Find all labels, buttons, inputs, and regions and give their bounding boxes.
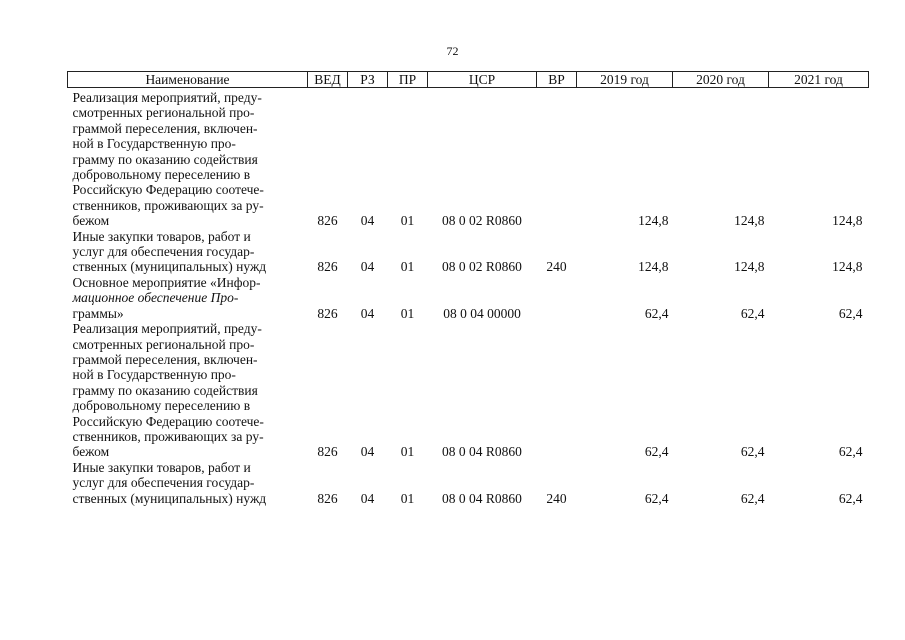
- row-csr: 08 0 02 R0860: [442, 213, 522, 229]
- row-name-line: ственников, проживающих за ру-: [72, 428, 264, 444]
- row-2021: 62,4: [838, 305, 863, 321]
- header-ved: ВЕД: [308, 72, 348, 88]
- row-name-line: смотренных региональной про-: [72, 105, 255, 121]
- row-vr: [537, 90, 577, 229]
- table-row: [68, 321, 869, 460]
- row-ved: 826: [317, 444, 338, 460]
- row-name: [68, 90, 308, 229]
- header-vr: ВР: [537, 72, 577, 88]
- row-pr: 01: [400, 444, 415, 460]
- row-ved: 826: [317, 490, 338, 506]
- row-name-line: граммой переселения, включен-: [72, 120, 258, 136]
- row-2020: 124,8: [734, 213, 765, 229]
- row-vr: [537, 321, 577, 460]
- header-pr: ПР: [388, 72, 428, 88]
- row-vr: 240: [546, 259, 567, 275]
- row-name: [68, 321, 308, 460]
- header-row: [68, 72, 869, 88]
- table-row: [68, 460, 869, 506]
- table-row: [68, 229, 869, 275]
- row-name-line: услуг для обеспечения государ-: [72, 244, 255, 260]
- row-rz: 04: [360, 259, 375, 275]
- row-2021: 124,8: [832, 259, 863, 275]
- row-ved: 826: [317, 259, 338, 275]
- row-name-line: Основное мероприятие «Инфор-: [72, 274, 261, 290]
- row-2020: 62,4: [740, 305, 765, 321]
- row-2021: 62,4: [838, 490, 863, 506]
- row-name-line: грамму по оказанию содействия: [72, 151, 258, 167]
- row-name-line: бежом: [72, 444, 110, 460]
- row-2021: 62,4: [838, 444, 863, 460]
- row-vr: [537, 275, 577, 321]
- budget-table: [67, 71, 869, 506]
- header-2020: 2020 год: [673, 72, 769, 88]
- row-name-line: Иные закупки товаров, работ и: [72, 228, 251, 244]
- row-name-line: Российскую Федерацию соотече-: [72, 182, 264, 198]
- table-body: [68, 88, 869, 506]
- row-name-line: Реализация мероприятий, преду-: [72, 90, 262, 105]
- header-2021: 2021 год: [769, 72, 869, 88]
- header-csr: ЦСР: [428, 72, 537, 88]
- row-pr: 01: [400, 305, 415, 321]
- row-name-line: услуг для обеспечения государ-: [72, 475, 255, 491]
- row-2019: 62,4: [644, 444, 669, 460]
- table-row: [68, 275, 869, 321]
- row-csr: 08 0 04 00000: [443, 305, 521, 321]
- row-rz: 04: [360, 213, 375, 229]
- row-name-line: ственников, проживающих за ру-: [72, 197, 264, 213]
- row-name-line: смотренных региональной про-: [72, 336, 255, 352]
- row-ved: 826: [317, 213, 338, 229]
- row-pr: 01: [400, 259, 415, 275]
- row-name-line: ной в Государственную про-: [72, 136, 236, 152]
- row-rz: 04: [360, 444, 375, 460]
- page-number: 72: [446, 44, 459, 58]
- row-2019: 124,8: [638, 213, 669, 229]
- row-csr: 08 0 04 R0860: [442, 444, 522, 460]
- row-2021: 124,8: [832, 213, 863, 229]
- row-name-line: граммой переселения, включен-: [72, 351, 258, 367]
- row-name: [68, 229, 308, 275]
- row-name-line: добровольному переселению в: [72, 167, 251, 183]
- row-ved: 826: [317, 305, 338, 321]
- header-rz: РЗ: [348, 72, 388, 88]
- row-name-line: грамму по оказанию содействия: [72, 382, 258, 398]
- row-2020: 62,4: [740, 444, 765, 460]
- row-name-line: Иные закупки товаров, работ и: [72, 459, 251, 475]
- row-rz: 04: [360, 490, 375, 506]
- header-name: Наименование: [68, 72, 308, 88]
- row-csr: 08 0 04 R0860: [442, 490, 522, 506]
- row-2020: 62,4: [740, 490, 765, 506]
- row-2019: 62,4: [644, 490, 669, 506]
- row-name: [68, 275, 308, 321]
- table-row: [68, 90, 869, 229]
- row-vr: 240: [546, 490, 567, 506]
- row-name-line: добровольному переселению в: [72, 398, 251, 414]
- row-pr: 01: [400, 490, 415, 506]
- row-2019: 62,4: [644, 305, 669, 321]
- row-rz: 04: [360, 305, 375, 321]
- row-2020: 124,8: [734, 259, 765, 275]
- header-2019: 2019 год: [577, 72, 673, 88]
- row-name-line: бежом: [72, 213, 110, 229]
- row-csr: 08 0 02 R0860: [442, 259, 522, 275]
- row-pr: 01: [400, 213, 415, 229]
- row-name-line: ственных (муниципальных) нужд: [72, 490, 267, 506]
- row-name-line: ной в Государственную про-: [72, 367, 236, 383]
- row-name: [68, 460, 308, 506]
- row-2019: 124,8: [638, 259, 669, 275]
- row-name-line: Реализация мероприятий, преду-: [72, 321, 262, 337]
- row-name-line: мационное обеспечение Про-: [72, 290, 239, 306]
- row-name-line: ственных (муниципальных) нужд: [72, 259, 267, 275]
- row-name-line: граммы»: [72, 305, 124, 321]
- row-name-line: Российскую Федерацию соотече-: [72, 413, 264, 429]
